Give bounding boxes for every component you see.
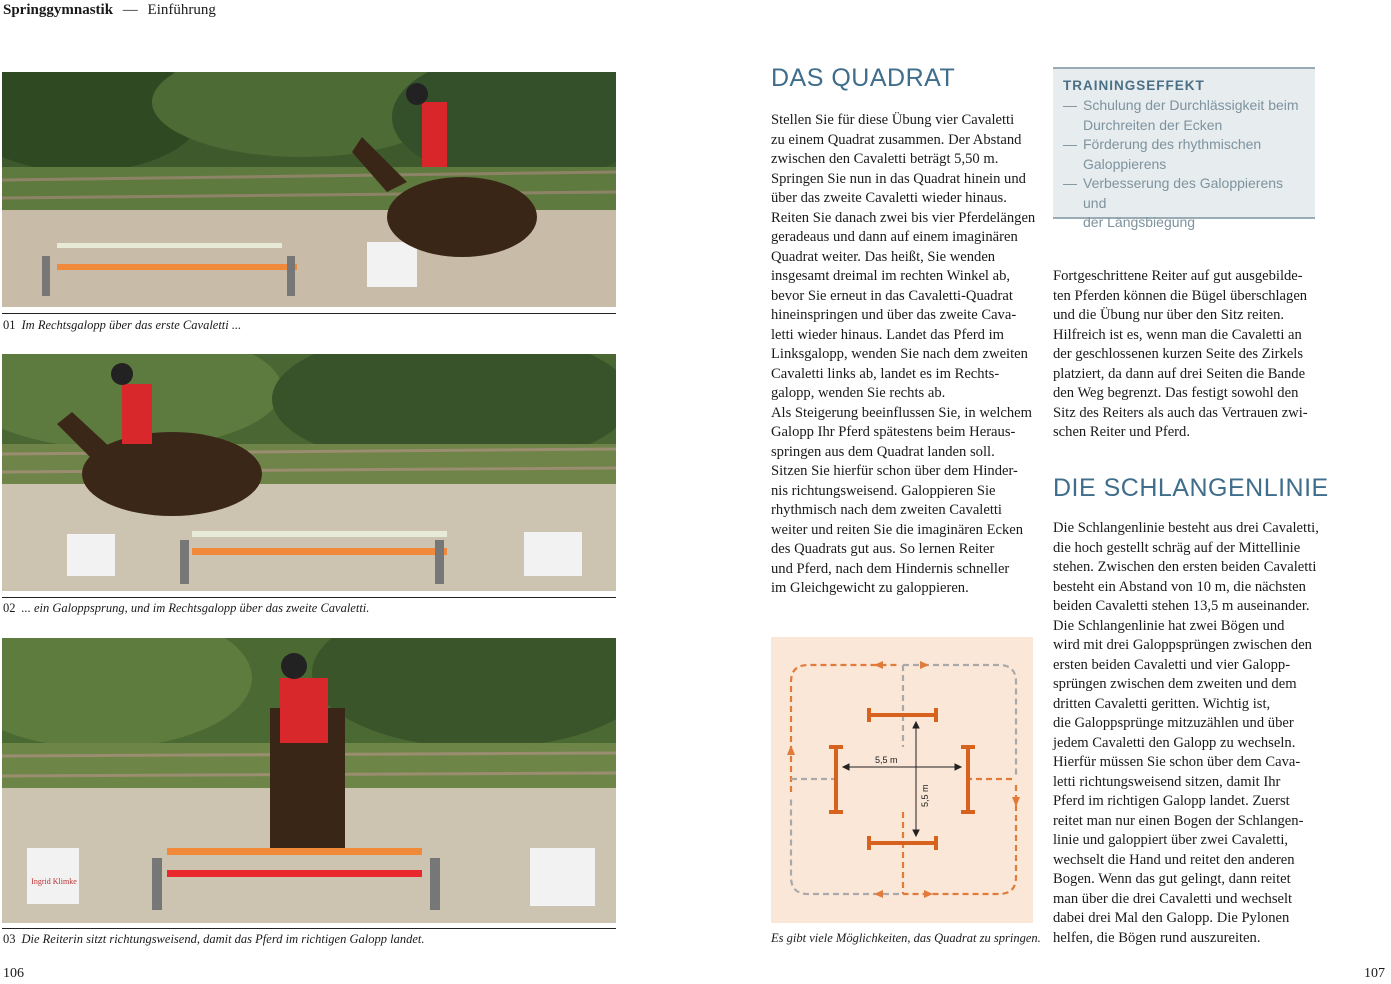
caption-rule-1 [2,313,616,314]
section-heading-schlangenlinie: DIE SCHLANGENLINIE [1053,474,1329,502]
photo-caption-2: 02 ... ein Galoppsprung, und im Rechtsgalopp über das zweite Cavaletti. [3,601,370,615]
training-effect-box [1053,67,1315,230]
text-line: nis richtungsweisend. Galoppieren Sie [771,482,996,499]
text-line: ten Pferden können die Bügel überschlagen [1053,287,1308,304]
text-line: ersten beiden Cavaletti und vier Galopp- [1053,656,1291,673]
quadrat-diagram [771,637,1033,923]
text-line: Die Schlangenlinie besteht aus drei Cavaletti, [1053,520,1319,536]
route-bottom-left [791,797,899,894]
text-line: wechselt die Hand und reitet den anderen [1053,851,1295,868]
header-title: Springgymnastik [3,2,114,18]
text-line: beiden Cavaletti stehen 13,5 m auseinander. [1053,598,1310,614]
page-number-right: 107 [1364,966,1385,981]
running-header [3,2,216,19]
text-line: Stellen Sie für diese Übung vier Cavaletti [771,112,1015,128]
text-line: letti richtungsweisend sitzen, damit Ihr [1053,773,1281,790]
text-line: und die Übung nur über den Sitz reiten. [1053,307,1285,323]
text-line: die Galoppsprünge mitzuzählen und über [1053,715,1294,731]
caption-rule-2 [2,597,616,598]
text-line: und Pferd, nach dem Hindernis schneller [771,560,1010,577]
text-line: springen aus dem Quadrat landen soll. [771,443,995,460]
text-line: den Weg begrenzt. Das festigt sowohl den [1053,385,1299,401]
photo-caption-3: 03 Die Reiterin sitzt richtungsweisend, damit das Pferd im richtigen Galopp landet. [3,932,425,946]
photo-caption-1: 01 Im Rechtsgalopp über das erste Cavaletti ... [3,318,242,332]
photo-3 [2,638,616,923]
section-heading-quadrat: DAS QUADRAT [771,64,956,92]
text-line: zwischen den Cavaletti beträgt 5,50 m. [771,151,999,167]
advanced-riders-paragraph [1053,267,1353,443]
text-line: linie und galoppiert über zwei Cavaletti, [1053,832,1289,848]
photo-2 [2,354,616,591]
text-line: galopp, wenden Sie rechts ab. [771,385,946,401]
header-subtitle: Einführung [147,2,216,18]
text-line: schen Reiter und Pferd. [1053,424,1190,440]
text-line: Linksgalopp, wenden Sie nach dem zweiten [771,346,1028,362]
photo-1 [2,72,616,307]
text-line: Als Steigerung beeinflussen Sie, in welchem [771,404,1033,421]
diagram-caption: Es gibt viele Möglichkeiten, das Quadrat zu springen. [771,931,1041,945]
route-top-left [791,665,899,792]
text-line: weiter und reiten Sie die imaginären Ecken [771,521,1024,538]
text-line: rhythmisch nach dem zweiten Cavaletti [771,502,1002,518]
section-body-quadrat [771,111,1041,599]
label-horizontal: 5,5 m [875,755,898,765]
arrow-1 [874,661,883,669]
text-line: jedem Cavaletti den Galopp zu wechseln. [1053,734,1296,751]
caption-rule-3 [2,928,616,929]
text-line: Bogen. Wenn das gut gelingt, dann reitet [1053,871,1291,887]
text-line: platziert, da dann auf drei Seiten die Bande [1053,365,1306,382]
text-line: Reiten Sie danach zwei bis vier Pferdelängen [771,209,1036,226]
header-separator: — [122,2,138,18]
route-top-right [903,665,1016,777]
text-line: Fortgeschrittene Reiter auf gut ausgebilde- [1053,268,1303,284]
text-line: geradeaus und dann auf einem imaginären [771,229,1018,245]
text-line: zu einem Quadrat zusammen. Der Abstand [771,131,1022,148]
text-line: besteht ein Abstand von 10 m, die nächsten [1053,578,1306,595]
text-line: über das zweite Cavaletti wieder hinaus. [771,190,1007,206]
section-body-schlangenlinie [1053,519,1353,948]
text-line: man über die drei Cavaletti und wechselt [1053,890,1293,907]
arrow-2 [920,661,929,669]
text-line: Sitz des Reiters als auch das Vertrauen zwi- [1053,404,1308,421]
text-line: wird mit drei Galoppsprüngen zwischen den [1053,637,1312,653]
text-line: Hilfreich ist es, wenn man die Cavaletti an [1053,326,1302,343]
infobox-item: — Verbesserung des Galoppierens und der Längsbiegung [1063,174,1305,233]
text-line: Die Schlangenlinie hat zwei Bögen und [1053,617,1285,634]
text-line: insgesamt dreimal im rechten Winkel ab, [771,268,1011,284]
text-line: des Quadrats gut aus. So lernen Reiter [771,541,995,557]
text-line: hineinspringen und über das zweite Cava- [771,307,1017,323]
text-line: Cavaletti links ab, landet es im Rechts- [771,365,1000,382]
text-line: helfen, die Bögen rund auszureiten. [1053,929,1261,946]
infobox-item: — Förderung des rhythmischen Galoppierens [1063,135,1305,174]
text-line: Hierfür müssen Sie schon über dem Cava- [1053,754,1301,770]
text-line: die hoch gestellt schräg auf der Mittellinie [1053,539,1301,556]
arrow-6 [924,890,933,898]
text-line: letti wieder hinaus. Landet das Pferd im [771,326,1005,343]
text-line: reitet man nur einen Bogen der Schlangen- [1053,812,1304,829]
cavaletti-right [961,747,975,812]
text-line: bevor Sie erneut in das Cavaletti-Quadrat [771,287,1013,304]
text-line: der geschlossenen kurzen Seite des Zirkels [1053,346,1304,362]
text-line: dabei drei Mal den Galopp. Die Pylonen [1053,910,1290,926]
infobox-title: TRAININGSEFFEKT [1063,78,1205,93]
text-line: stehen. Zwischen den ersten beiden Cavaletti [1053,559,1317,575]
arrow-5 [874,890,883,898]
text-line: Quadrat weiter. Das heißt, Sie wenden [771,248,996,265]
arrow-3 [787,745,795,755]
infobox-item: — Schulung der Durchlässigkeit beim Durchreiten der Ecken [1063,96,1305,135]
label-vertical: 5,5 m [920,784,930,807]
sign-text: Ingrid Klimke [31,877,77,886]
page-number-left: 106 [3,966,24,981]
text-line: im Gleichgewicht zu galoppieren. [771,580,969,596]
text-line: dritten Cavaletti geritten. Wichtig ist, [1053,695,1271,712]
arrow-4 [1012,797,1020,807]
text-line: sprüngen zwischen dem zweiten und dem [1053,676,1297,692]
text-line: Pferd im richtigen Galopp landet. Zuerst [1053,793,1290,809]
text-line: Sitzen Sie hierfür schon über dem Hinder- [771,463,1018,479]
text-line: Springen Sie nun in das Quadrat hinein und [771,170,1026,187]
text-line: Galopp Ihr Pferd spätestens beim Heraus- [771,424,1016,440]
